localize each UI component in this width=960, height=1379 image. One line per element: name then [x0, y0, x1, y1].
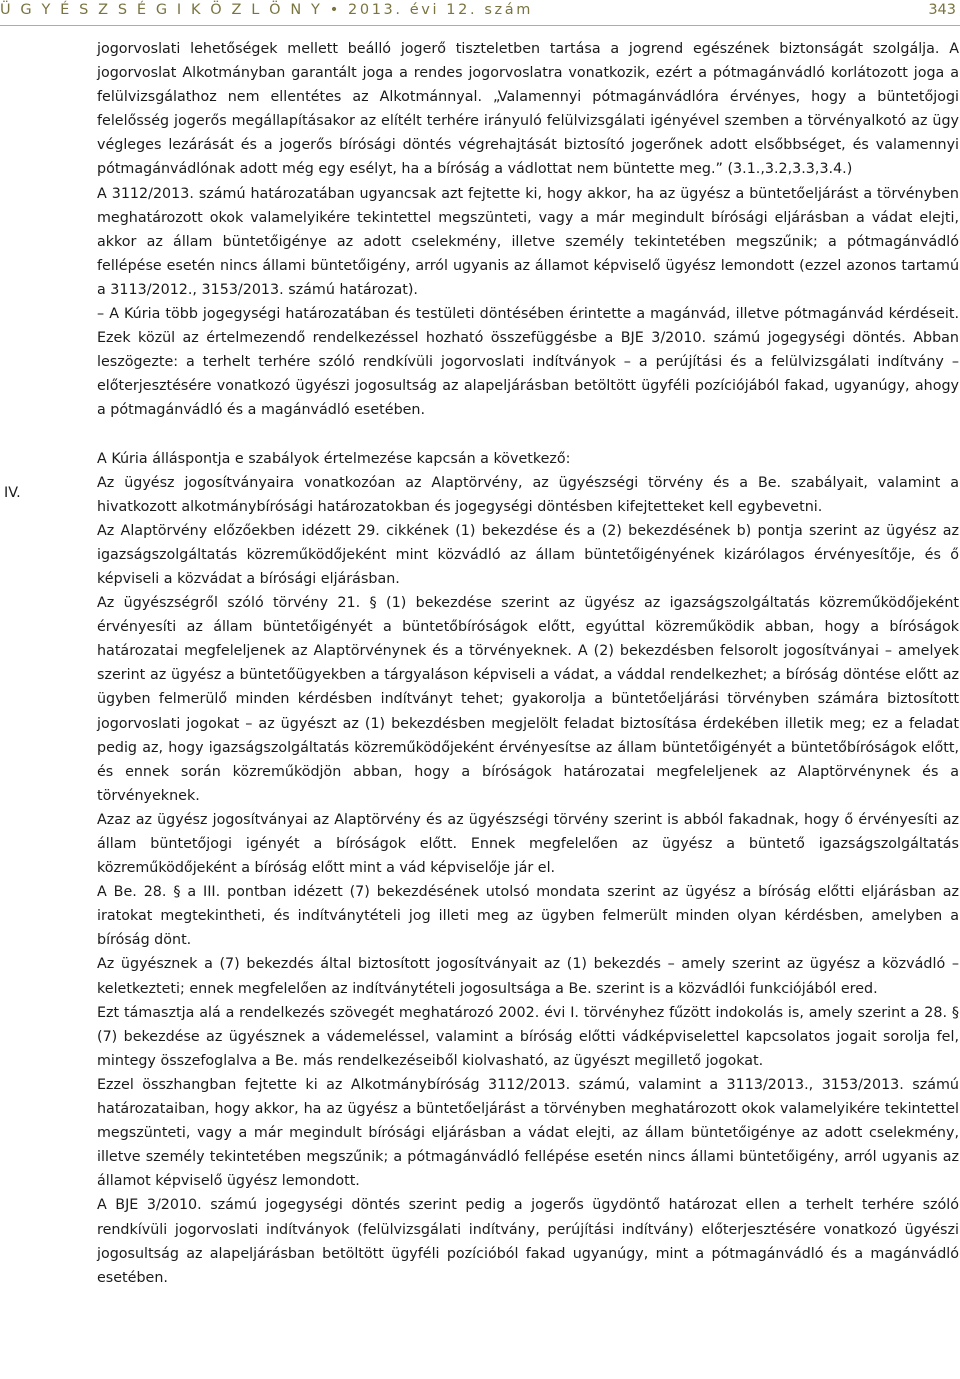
- paragraph: Ezzel összhangban fejtette ki az Alkotmánybíróság 3112/2013. számú, valamint a 3113/2013., 3153/2013. számú határozataiban, hogy akkor, ha az ügyész a büntetőeljárást a törvényben meghatározott okok valamelyikére tekintettel megszünteti, vagy a már megindult bírósági eljárásban a vádat elejti, az állam büntetőigénye az adott cselekmény, illetve személy tekintetében megszűnik; a pótmagánvádló fellépése esetén nincs állami büntetőigény, arról ugyanis az államot képviselő ügyész lemondott.: [97, 1076, 959, 1190]
- paragraph: Az Alaptörvény előzőekben idézett 29. cikkének (1) bekezdése és a (2) bekezdésének b) pontja szerint az ügyész az igazságszolgáltatás közreműködőjeként mint közvádló az állam büntetőigényének kizárólagos érvényesítője, és ő képviseli a közvádat a bírósági eljárásban.: [97, 522, 959, 587]
- document-body: [97, 37, 959, 1290]
- section-intro: A Kúria álláspontja e szabályok értelmezése kapcsán a következő:: [97, 450, 571, 467]
- paragraph: A Be. 28. § a III. pontban idézett (7) bekezdésének utolsó mondata szerint az ügyész a bíróság előtti eljárásban az iratokat megtekintheti, és indítványtételi jog illeti meg az ügyben felmerült minden olyan kérdésben, amelyben a bíróság dönt.: [97, 884, 959, 949]
- paragraph: Az ügyész jogosítványaira vonatkozóan az Alaptörvény, az ügyészségi törvény és a Be. szabályait, valamint a hivatkozott alkotmánybírósági határozatokban és jogegységi döntésben kifejtetteket kell egybevetni.: [97, 474, 959, 515]
- paragraph: Azaz az ügyész jogosítványai az Alaptörvény és az ügyészségi törvény szerint is abból fakadnak, hogy ő érvényesíti az állam büntetőjogi igényét a bíróságok előtt. Ennek megfelelően az ügyész a büntető igazságszolgáltatás közreműködőjeként a bíróság előtt mint a vád képviselője jár el.: [97, 811, 959, 877]
- paragraph: Az ügyésznek a (7) bekezdés által biztosított jogosítványait az (1) bekezdés – amely szerint az ügyész a közvádló – keletkezteti; ennek megfelelően az indítványtételi jogosultsága a Be. szerint is a közvádlói funkciójából ered.: [97, 956, 959, 997]
- paragraph: jogorvoslati lehetőségek mellett beálló jogerő tiszteletben tartása a jogrend egészének biztonságát szolgálja. A jogorvoslat Alkotmányban garantált joga a rendes jogorvoslatra vonatkozik, ezért a pótmagánvádló korlátozott joga a felülvizsgálathoz nem ellentétes az Alkotmánnyal. „Valamennyi pótmagánvádlóra érvényes, hogy a büntetőjogi felelősség jogerős megállapításakor az elítélt terhére irányuló felülvizsgálati igényével szemben a törvényalkotó az ügy végleges lezárását és a jogerős bírósági döntés végrehajtását biztosító jogerőnek adott elsőbbséget, és valamennyi pótmagánvádlónak adott még egy esélyt, ha a bíróság a vádlottat nem büntette meg.” (3.1.,3.2,3.3,3.4.): [97, 41, 959, 178]
- section-number: IV.: [4, 485, 21, 501]
- page-number: 343: [928, 2, 956, 18]
- paragraph: – A Kúria több jogegységi határozatában és testületi döntésében érintette a magánvád, illetve pótmagánvád kérdéseit. Ezek közül az értelmezendő rendelkezéssel hozható összefüggésbe a BJE 3/2010. számú jogegységi döntés. Abban leszögezte: a terhelt terhére szóló rendkívüli jogorvoslati indítványok – a perújítási és a felülvizsgálati indítvány – előterjesztésére vonatkozó ügyészi jogosultság az alapeljárásban betöltött ügyféli pozíciójából fakad, ugyanúgy, ahogy a pótmagánvádló és a magánvádló esetében.: [97, 306, 959, 419]
- journal-title: Ü G Y É S Z S É G I K Ö Z L Ö N Y • 2013. évi 12. szám: [0, 2, 533, 18]
- paragraph: A BJE 3/2010. számú jogegységi döntés szerint pedig a jogerős ügydöntő határozat ellen a terhelt terhére szóló rendkívüli jogorvoslati indítványok (felülvizsgálati indítvány, perújítási indítvány) előterjesztésére vonatkozó ügyészi jogosultság az alapeljárásban betöltött ügyféli pozícióból fakad ugyanúgy, mint a pótmagánvádló és a magánvádló esetében.: [97, 1197, 959, 1286]
- paragraph: A 3112/2013. számú határozatában ugyancsak azt fejtette ki, hogy akkor, ha az ügyész a büntetőeljárást a törvényben meghatározott okok valamelyikére tekintettel megszünteti, vagy a már megindult bírósági eljárásban a vádat elejti, akkor az állam büntetőigénye az adott cselekmény, illetve személy tekintetében megszűnik; a pótmagánvádló fellépése esetén nincs állami büntetőigény, arról ugyanis az államot képviselő ügyész lemondott (ezzel azonos tartamú a 3113/2012., 3153/2013. számú határozat).: [97, 185, 959, 298]
- header-rule: [0, 25, 960, 26]
- page-header: [0, 0, 960, 30]
- paragraph: Az ügyészségről szóló törvény 21. § (1) bekezdése szerint az ügyész az igazságszolgáltatás közreműködőjeként érvényesíti az állam büntetőigényét a büntetőbíróságok előtt, egyúttal közreműködik abban, hogy a bíróságok határozatai megfeleljenek az Alaptörvénynek és a törvényeknek. A (2) bekezdésben felsorolt jogosítványai – amelyek szerint az ügyész a büntetőügyekben a tárgyaláson képviseli a vádat, a váddal rendelkezhet; a bíróság döntése előtt az ügyben felmerülő minden kérdésben indítványt tehet; gyakorolja a büntetőeljárási törvényben számára biztosított jogorvoslati jogokat – az ügyészt az (1) bekezdésben megjelölt feladat biztosítása érdekében illetik meg; ez a feladat pedig az, hogy igazságszolgáltatás közreműködőjeként érvényesítse az állam büntetőigényét a büntetőbíróságok előtt, és ennek során közreműködjön abban, hogy a bíróságok határozatai megfeleljenek az Alaptörvénynek és a törvényeknek.: [97, 595, 959, 804]
- paragraph: Ezt támasztja alá a rendelkezés szövegét meghatározó 2002. évi I. törvényhez fűzött indokolás is, amely szerint a 28. § (7) bekezdése az ügyésznek a vádemeléssel, valamint a bíróság előtti vádképviselettel kapcsolatos jogait sorolja fel, mintegy összefoglalva a Be. más rendelkezéseiből kiolvasható, az ügyészt megillető jogokat.: [97, 1004, 959, 1069]
